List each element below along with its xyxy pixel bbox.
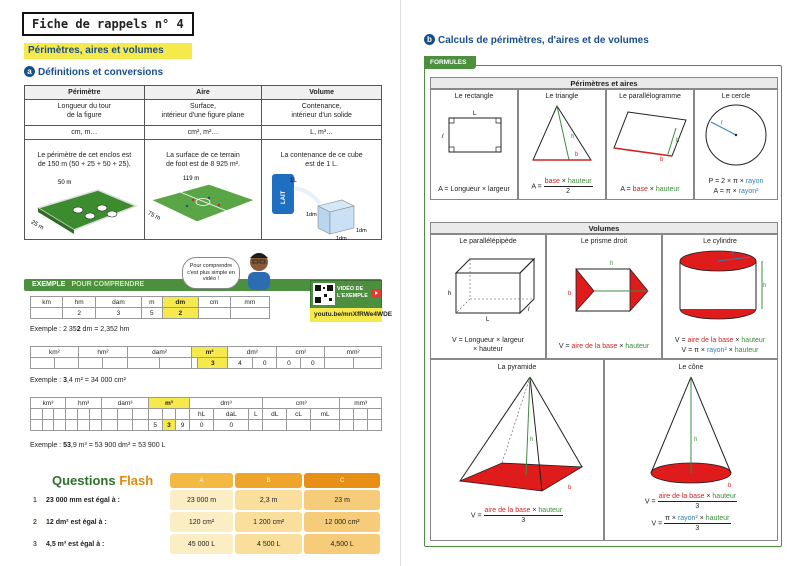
length-digit-cell [198, 308, 230, 319]
volume-sub-spacer [102, 409, 118, 420]
cone-f2-pre: V = [651, 520, 665, 528]
area-table [30, 346, 382, 369]
col-volume: Volume [262, 86, 382, 100]
length-digit-cell: 3 [96, 308, 141, 319]
area-unit-header: m² [192, 347, 228, 358]
cyl-f2-x: × [726, 347, 735, 354]
triangle-figure [527, 102, 597, 166]
circle-formula-p [695, 177, 777, 186]
pave-formula-1: V = Longueur × largeur [452, 337, 524, 344]
volume-digit-cell [287, 420, 310, 431]
cylinder-cell [662, 233, 778, 359]
section-a-title [24, 66, 163, 78]
cone-f1-pre: V = [644, 498, 658, 506]
question-num: 2 [33, 518, 37, 526]
cube-1l-label: 1L [290, 178, 297, 184]
volume-digit-cell [78, 420, 90, 431]
prism-h: h [610, 261, 614, 267]
area-digit-cell [325, 358, 353, 369]
enclos-25-label: 25 m [29, 219, 45, 232]
cyl-f1-base: aire de la base [687, 337, 734, 344]
area-text-bold: 3 [63, 377, 67, 384]
answer-b[interactable]: 4 500 L [235, 534, 302, 554]
length-unit-header: cm [198, 297, 230, 308]
volume-litre-header: dL [263, 409, 287, 420]
answer-c[interactable]: 4,500 L [304, 534, 380, 554]
cone-f2-h: hauteur [705, 515, 730, 522]
enclosure-illustration [28, 168, 142, 236]
cone-cell [604, 359, 778, 541]
cyl-r: r [732, 251, 734, 257]
answer-b[interactable]: 2,3 m [235, 490, 302, 510]
cyl-f1-x: × [733, 337, 742, 344]
circle-cell [694, 88, 778, 200]
tri-b: b [575, 152, 579, 158]
sheet-title: Fiche de rappels n° 4 [22, 12, 194, 36]
example-tag: EXEMPLE [32, 281, 66, 288]
formulas-tab: FORMULES [424, 56, 476, 69]
cone-name: Le cône [678, 364, 704, 371]
volume-digit-cell [367, 420, 381, 431]
volume-digit-cell: 0 [189, 420, 213, 431]
football-field-illustration [147, 170, 259, 236]
prism-cell [546, 233, 662, 359]
volume-sub-spacer [78, 409, 90, 420]
question-row-1 [26, 490, 380, 510]
tri-f-den: 2 [566, 188, 571, 196]
triangle-formula [519, 177, 605, 196]
volume-digit-cell: 0 [214, 420, 249, 431]
volume-digit-cell [90, 420, 102, 431]
prism-f-h: hauteur [625, 343, 650, 350]
area-digit-cell [128, 358, 160, 369]
pave-figure [438, 249, 538, 323]
length-example-text [30, 326, 129, 333]
question-row-3 [26, 534, 380, 554]
volume-sub-spacer [367, 409, 381, 420]
volume-digit-cell [133, 420, 149, 431]
answer-a[interactable]: 120 cm² [170, 512, 233, 532]
par-f-h: hauteur [655, 186, 680, 193]
left-heading: Périmètres, aires et volumes [24, 43, 192, 59]
area-unit-header: dam² [128, 347, 192, 358]
area-unit-header: km² [31, 347, 79, 358]
volume-sub-spacer [340, 409, 354, 420]
rect-L: L [473, 111, 477, 117]
cone-h: h [694, 437, 698, 443]
cone-f1-base: aire de la base [658, 493, 705, 500]
cone-figure [616, 371, 766, 489]
area-digit-cell [353, 358, 381, 369]
length-unit-header: hm [63, 297, 96, 308]
question-row-2 [26, 512, 380, 532]
length-unit-header: km [31, 297, 63, 308]
cone-formula-1 [605, 492, 777, 511]
answer-a[interactable]: 23 000 m [170, 490, 233, 510]
section-a-label: Définitions et conversions [38, 67, 164, 78]
volume-digit-cell: 9 [176, 420, 190, 431]
prism-name: Le prisme droit [580, 238, 628, 245]
volume-sub-spacer [133, 409, 149, 420]
question-num: 3 [33, 540, 37, 548]
questions-flash-table [24, 471, 382, 556]
answer-c[interactable]: 12 000 cm² [304, 512, 380, 532]
area-unit-header: dm² [228, 347, 277, 358]
answer-a[interactable]: 45 000 L [170, 534, 233, 554]
enclos-50-label: 50 m [58, 180, 72, 186]
volume-sub-spacer [90, 409, 102, 420]
area-digit-cell [78, 358, 103, 369]
volume-unit-header: km³ [31, 398, 66, 409]
units-perimetre: cm, m… [25, 126, 145, 140]
example-sub: POUR COMPRENDRE [71, 281, 145, 288]
def-perimetre: Longueur du tour de la figure [25, 100, 145, 126]
volume-sub-spacer [42, 409, 54, 420]
volume-digit-cell [249, 420, 263, 431]
tri-f-base: base [544, 178, 560, 185]
length-unit-header: m [141, 297, 162, 308]
qf-title-a: Questions [52, 473, 120, 488]
area-digit-cell: 0 [252, 358, 277, 369]
volume-sub-spacer [176, 409, 190, 420]
par-f-x: × [647, 186, 656, 193]
example-volume-text: La contenance de ce cube est de 1 L. [280, 152, 363, 169]
tri-f-x: × [559, 178, 568, 185]
answer-c[interactable]: 23 m [304, 490, 380, 510]
lait-label: LAIT [281, 190, 287, 204]
pyr-f-pre: V = [470, 512, 484, 520]
perimetres-title: Périmètres et aires [430, 77, 778, 90]
section-b-label: Calculs de périmètres, d'aires et de volumes [438, 35, 649, 46]
pave-formula-2: × hauteur [473, 346, 503, 353]
area-digit-cell [103, 358, 128, 369]
length-text-post: dm = 2,352 hm [80, 326, 130, 333]
volume-digit-cell [354, 420, 368, 431]
parallelogram-name: Le parallélogramme [619, 93, 681, 100]
cylinder-formula-1 [663, 336, 777, 345]
pyr-h: h [530, 437, 534, 443]
dm-label-2: 1dm [336, 236, 347, 242]
col-aire: Aire [144, 86, 262, 100]
def-aire: Surface, intérieur d'une figure plane [144, 100, 262, 126]
area-digit-cell [160, 358, 192, 369]
pave-name: Le parallélépipède [459, 238, 517, 245]
teacher-avatar [242, 246, 276, 290]
volume-unit-header: hm³ [66, 398, 102, 409]
cyl-f2-h: hauteur [734, 347, 759, 354]
volume-digit-cell [263, 420, 287, 431]
vol-text-bold: 53 [63, 442, 71, 449]
volume-litre-header: mL [310, 409, 340, 420]
speech-bubble: Pour comprendre c'est plus simple en vidéo ! [182, 257, 240, 289]
cylinder-figure [670, 247, 770, 323]
choice-a-head: A [170, 473, 233, 488]
par-h: h [676, 138, 680, 144]
circle-r: r [721, 120, 723, 126]
length-digit-cell: 2 [162, 308, 198, 319]
cone-f1-h: hauteur [712, 493, 737, 500]
circle-name: Le cercle [721, 93, 751, 100]
example-aire-text: La surface de ce terrain de foot est de 8 925 m². [166, 152, 240, 169]
dm-label-3: 1dm [356, 228, 367, 234]
pyr-b: b [568, 485, 572, 491]
qr-code-icon [313, 283, 335, 305]
circle-formula-a [695, 187, 777, 196]
length-unit-header: dm [162, 297, 198, 308]
volume-sub-spacer [148, 409, 162, 420]
prism-b: b [568, 291, 572, 297]
pyramid-cell [430, 359, 604, 541]
volume-unit-header: cm³ [263, 398, 340, 409]
circ-f2-r: rayon² [738, 188, 759, 195]
pyramid-figure [442, 371, 592, 501]
vol-text-post: ,9 m³ = 53 900 dm³ = 53 900 L [70, 442, 166, 449]
area-digit-cell [54, 358, 78, 369]
volume-litre-header: cL [287, 409, 310, 420]
video-link[interactable]: youtu.be/mnXfRWe4WDE [310, 308, 382, 322]
question-num: 1 [33, 496, 37, 504]
volume-sub-spacer [162, 409, 176, 420]
cyl-f2-pre: V = π × [681, 347, 707, 354]
parallelogram-cell [606, 88, 694, 200]
cone-f1-den: 3 [695, 503, 700, 511]
answer-b[interactable]: 1 200 cm² [235, 512, 302, 532]
length-unit-header: mm [230, 297, 269, 308]
cone-f2-den: 3 [695, 525, 700, 533]
length-digit-cell: 5 [141, 308, 162, 319]
parallelogram-figure [612, 106, 688, 162]
volume-digit-cell [42, 420, 54, 431]
volume-table [30, 397, 382, 431]
volume-unit-header: dam³ [102, 398, 149, 409]
cone-f1-x: × [704, 493, 713, 500]
pyr-f-x: × [530, 507, 539, 514]
area-digit-cell: 0 [277, 358, 301, 369]
volume-sub-spacer [117, 409, 133, 420]
cyl-f1-pre: V = [674, 337, 688, 344]
pave-h: h [448, 291, 452, 297]
volume-unit-header: m³ [148, 398, 189, 409]
circ-f1-r: rayon [745, 178, 764, 185]
volume-digit-cell [66, 420, 78, 431]
volumes-title: Volumes [430, 222, 778, 235]
page-spine [400, 0, 401, 566]
section-a-badge: a [24, 66, 35, 77]
volume-litre-header: daL [214, 409, 249, 420]
area-digit-cell [31, 358, 55, 369]
volume-unit-header: mm³ [340, 398, 382, 409]
circle-figure [701, 102, 771, 168]
area-digit-cell: 0 [301, 358, 325, 369]
section-b-title [424, 34, 649, 46]
choice-b-head: B [235, 473, 302, 488]
volume-digit-cell [117, 420, 133, 431]
tri-f-pre: A = [531, 183, 544, 191]
cyl-f1-h: hauteur [741, 337, 766, 344]
volume-sub-spacer [31, 409, 43, 420]
area-unit-header: cm² [277, 347, 325, 358]
volume-digit-cell [102, 420, 118, 431]
rectangle-name: Le rectangle [454, 93, 494, 100]
volume-digit-cell [340, 420, 354, 431]
choice-c-head: C [304, 473, 380, 488]
pave-L: L [486, 317, 490, 323]
tri-f-h: hauteur [567, 178, 592, 185]
dm-label-1: 1dm [306, 212, 317, 218]
units-aire: cm², m²… [144, 126, 262, 140]
area-unit-header: mm² [325, 347, 382, 358]
volume-sub-spacer [66, 409, 78, 420]
volume-litre-header: L [249, 409, 263, 420]
length-text-bold: 2 [76, 326, 81, 333]
cone-b: b [728, 483, 732, 489]
section-b-badge: b [424, 34, 435, 45]
prism-f-base: aire de la base [571, 343, 618, 350]
length-table [30, 296, 270, 319]
pyr-f-base: aire de la base [484, 507, 531, 514]
cone-f2-x: × [697, 515, 706, 522]
milk-cube-illustration [262, 168, 378, 242]
units-volume: L, m³… [262, 126, 382, 140]
length-digit-cell [230, 308, 269, 319]
cone-f2-pi: π × [665, 515, 678, 522]
volume-digit-cell: 3 [162, 420, 176, 431]
formulas-band [424, 56, 782, 72]
question-text: 12 dm² est égal à : [46, 518, 107, 526]
col-perimetre: Périmètre [25, 86, 145, 100]
pyramid-formula [431, 506, 603, 525]
cone-formula-2 [605, 514, 777, 533]
par-f-pre: A = [620, 186, 633, 193]
volume-unit-header: dm³ [189, 398, 262, 409]
length-digit-cell: 2 [63, 308, 96, 319]
circ-f1-pre: P = 2 × π × [708, 178, 746, 185]
volume-digit-cell [310, 420, 340, 431]
area-example-text [30, 377, 126, 384]
area-text-pre: Exemple : [30, 377, 64, 384]
length-digit-cell [31, 308, 63, 319]
play-icon[interactable] [371, 289, 381, 297]
cylinder-name: Le cylindre [703, 238, 737, 245]
volume-sub-spacer [354, 409, 368, 420]
question-text: 23 000 mm est égal à : [46, 496, 120, 504]
qf-title-b: Flash [119, 473, 154, 488]
prism-figure [554, 249, 654, 319]
triangle-name: Le triangle [545, 93, 579, 100]
volume-example-text [30, 442, 165, 449]
area-text-post: ,4 m² = 34 000 cm² [66, 377, 126, 384]
triangle-cell [518, 88, 606, 200]
par-b: b [660, 157, 664, 163]
circ-f2-pre: A = π × [713, 188, 739, 195]
foot-75-label: 75 m [146, 210, 162, 222]
example-perimetre-text: Le périmètre de cet enclos est de 150 m (50 + 25 + 50 + 25). [37, 152, 132, 169]
rectangle-formula: A = Longueur × largeur [438, 186, 510, 193]
prism-f-x: × [617, 343, 626, 350]
par-f-base: base [632, 186, 648, 193]
area-digit-cell: 3 [198, 358, 228, 369]
cyl-h: h [763, 283, 767, 289]
prism-formula [547, 342, 661, 351]
rectangle-figure [439, 108, 509, 158]
area-digit-cell: 4 [228, 358, 253, 369]
pave-cell [430, 233, 546, 359]
foot-119-label: 119 m [183, 176, 200, 182]
volume-digit-cell [54, 420, 66, 431]
questions-flash-title [26, 473, 168, 488]
rectangle-cell [430, 88, 518, 200]
parallelogram-formula [607, 185, 693, 194]
pave-l: l [528, 307, 530, 313]
volume-digit-cell [31, 420, 43, 431]
cylinder-formula-2 [663, 346, 777, 355]
prism-f-pre: V = [558, 343, 572, 350]
cone-f2-r: rayon² [677, 515, 698, 522]
volume-digit-cell: 5 [148, 420, 162, 431]
question-text: 4,5 m³ est égal à : [46, 540, 105, 548]
rect-l: l [442, 134, 444, 140]
tri-h: h [571, 134, 575, 140]
def-volume: Contenance, intérieur d'un solide [262, 100, 382, 126]
length-unit-header: dam [96, 297, 141, 308]
pyr-f-h: hauteur [538, 507, 563, 514]
pyr-f-den: 3 [521, 517, 526, 525]
volume-litre-header: hL [189, 409, 213, 420]
cyl-f2-r: rayon² [706, 347, 727, 354]
vol-text-pre: Exemple : [30, 442, 64, 449]
length-text-pre: Exemple : 2 35 [30, 326, 77, 333]
video-title: VIDÉO DE L'EXEMPLE [337, 286, 368, 299]
area-unit-header: hm² [78, 347, 127, 358]
pyramid-name: La pyramide [497, 364, 537, 371]
volume-sub-spacer [54, 409, 66, 420]
